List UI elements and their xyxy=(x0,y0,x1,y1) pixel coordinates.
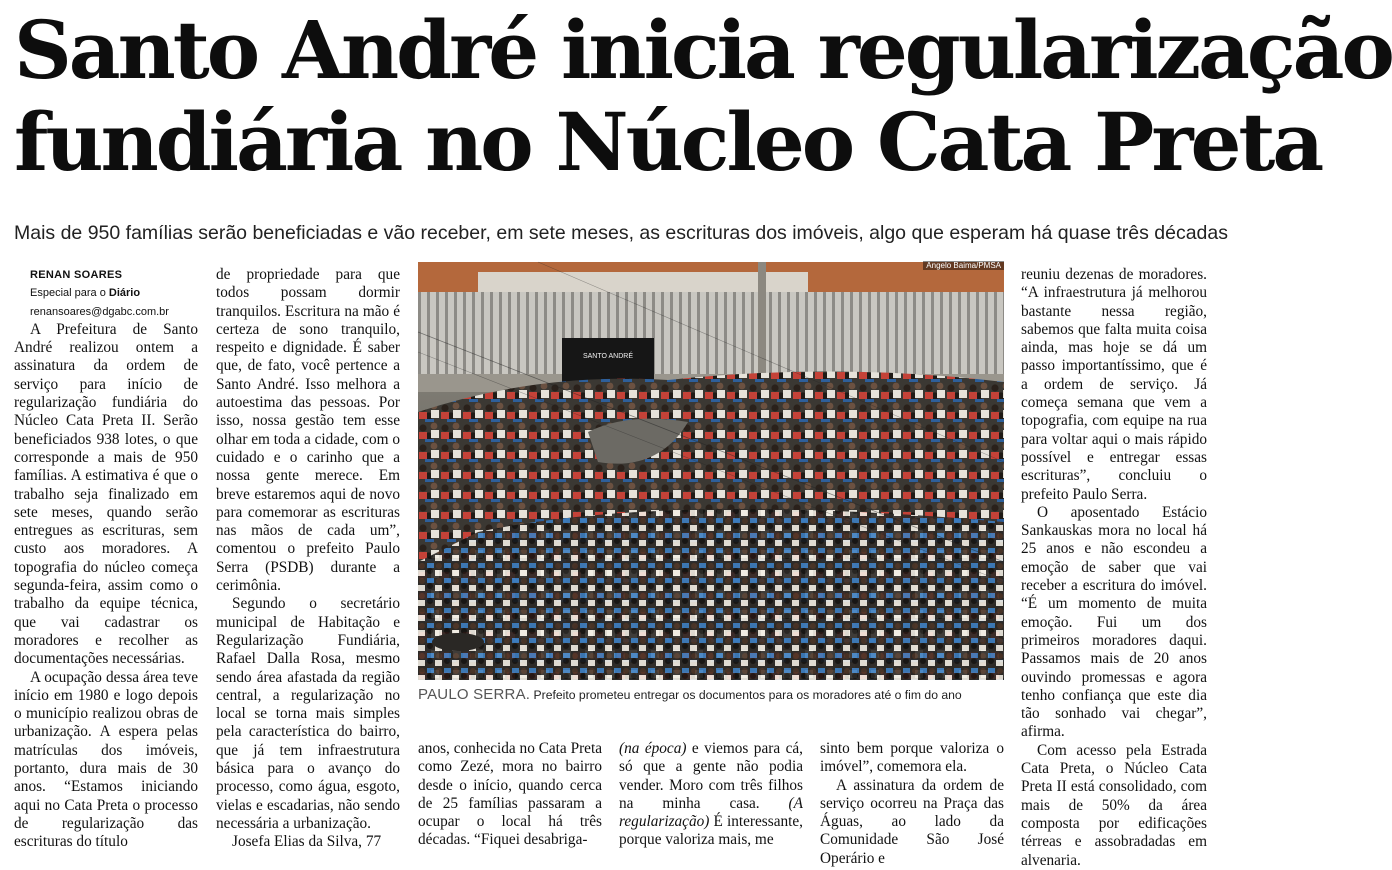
headline-line-2: fundiária no Núcleo Cata Preta xyxy=(14,95,1322,189)
subheadline: Mais de 950 famílias serão beneficiadas e vão receber, em sete meses, as escrituras dos imóveis, algo que esperam há quase três décadas xyxy=(14,222,1228,244)
body-paragraph: Segundo o secretário municipal de Habitação e Regularização Fundiária, Rafael Dalla Rosa, mesmo sendo área afastada da região central, a regularização no local se torna mais simples pela característica do bairro, que já tem infraestrutura básica para o avanço do processo, como água, esgoto, vielas e escadarias, não sendo necessária a urbanização. xyxy=(216,595,400,832)
body-text: e viemos para cá, só que a gente não podia vender. Moro com três filhos na minha casa. xyxy=(619,740,803,812)
body-emphasis: (A regularização) xyxy=(619,794,803,831)
article-column-1 xyxy=(14,266,198,852)
body-paragraph: Com acesso pela Estrada Cata Preta, o Núcleo Cata Preta II está consolidado, com mais de 50% da área composta por edificações térreas e assobradadas em alvenaria. xyxy=(1021,741,1207,869)
byline-outlet: Diário xyxy=(108,287,141,300)
photo-caption xyxy=(418,686,1018,703)
banner-text: SANTO ANDRÉ xyxy=(582,353,634,360)
body-paragraph: O aposentado Estácio Sankauskas mora no local há 25 anos e não escondeu a emoção de saber que vai receber a escritura do imóvel. “É um momento de muita emoção. Fui um dos primeiros moradores daqui. Passamos mais de 20 anos ouvindo promessas e agora tenho confiança que este dia tão sonhado vai chegar”, afirma. xyxy=(1021,503,1207,741)
body-paragraph: de propriedade para que todos possam dormir tranquilos. Escritura na mão é certeza de sono tranquilo, respeito e dignidade. É saber que, de fato, você pertence a Santo André. Isso melhora a autoestima das pessoas. Por isso, nossa gestão tem esse olhar em toda a cidade, com o cuidado e o carinho que a nossa gente merece. Em breve estaremos aqui de novo para comemorar as escrituras nas mãos de cada um”, comentou o prefeito Paulo Serra (PSDB) durante a cerimônia. xyxy=(216,266,400,595)
body-paragraph xyxy=(619,740,803,850)
body-paragraph: reuniu dezenas de moradores. “A infraestrutura já melhorou bastante nessa região, sabemos que falta muita coisa ainda, mas hoje se dá um passo importantíssimo, que é a ordem de serviço. Já começa semana que vem a topografia, com equipe na rua para voltar aqui o mais rápido possível e entregar essas escrituras”, concluiu o prefeito Paulo Serra. xyxy=(1021,266,1207,503)
byline-email: renansoares@dgabc.com.br xyxy=(30,305,169,318)
body-paragraph: anos, conhecida no Cata Preta como Zezé, mora no bairro desde o início, quando cerca de 25 famílias passaram a ocupar o local há três décadas. “Fiquei desabriga- xyxy=(418,740,602,849)
body-emphasis: (na época) xyxy=(619,740,687,757)
caption-subject: PAULO SERRA. xyxy=(418,686,531,703)
caption-text: Prefeito prometeu entregar os documentos para os moradores até o fim do ano xyxy=(533,688,962,702)
headline xyxy=(14,3,1392,189)
article-column-6 xyxy=(1021,266,1207,870)
article-column-3 xyxy=(418,740,602,850)
byline-role xyxy=(14,284,198,302)
byline-role-prefix: Especial para o xyxy=(30,287,106,300)
article-column-4 xyxy=(619,740,803,850)
headline-line-1: Santo André inicia regularização xyxy=(14,3,1392,97)
body-paragraph: A ocupação dessa área teve início em 1980 e logo depois o município realizou obras de urbanização. A espera pelas matrículas dos imóveis, portanto, dura mais de 30 anos. “Estamos iniciando aqui no Cata Preta o processo de regularização das escrituras do título xyxy=(14,668,198,851)
photo-credit: Angelo Baima/PMSA xyxy=(923,261,1004,270)
byline-author: RENAN SOARES xyxy=(30,269,123,281)
body-text: É interessante, porque valoriza mais, me xyxy=(619,813,803,849)
body-paragraph: A assinatura da ordem de serviço ocorreu na Praça das Águas, ao lado da Comunidade São José Operário e xyxy=(820,776,1004,867)
article-column-2 xyxy=(216,266,400,852)
body-paragraph: A Prefeitura de Santo André realizou ontem a assinatura da ordem de serviço para início de regularização fundiária do Núcleo Cata Preta II. Serão beneficiados 938 lotes, o que corresponde a mais de 950 famílias. A estimativa é que o trabalho seja finalizado em sete meses, quando serão entregues as escrituras, sem custo aos moradores. A topografia do núcleo começa segunda-feira, assim como o trabalho da equipe técnica, que vai cadastrar os moradores e recolher as documentações necessárias. xyxy=(14,320,198,668)
news-photo xyxy=(418,262,1004,680)
article-column-5 xyxy=(820,740,1004,868)
body-paragraph: sinto bem porque valoriza o imóvel”, comemora ela. xyxy=(820,740,1004,776)
body-paragraph: Josefa Elias da Silva, 77 xyxy=(232,833,382,851)
crowd-photo-illustration xyxy=(418,262,1004,680)
